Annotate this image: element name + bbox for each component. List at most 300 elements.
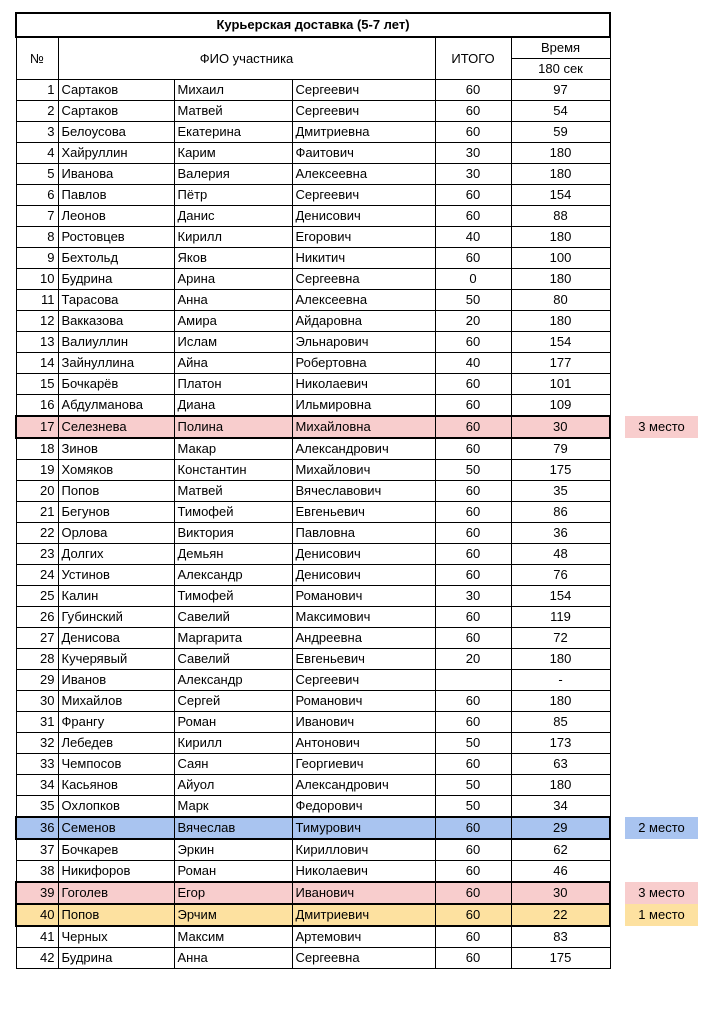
middle-name: Алексеевна [292,164,435,185]
time-value: 54 [511,101,610,122]
row-number: 26 [16,607,58,628]
table-row [16,733,610,754]
table-row [16,775,610,796]
total-score: 60 [435,248,511,269]
middle-name: Айдаровна [292,311,435,332]
row-number: 10 [16,269,58,290]
table-row [16,926,610,948]
last-name: Попов [58,481,174,502]
time-value: 180 [511,775,610,796]
first-name: Матвей [174,481,292,502]
total-score: 60 [435,565,511,586]
last-name: Иванова [58,164,174,185]
last-name: Франгу [58,712,174,733]
total-score: 60 [435,607,511,628]
last-name: Губинский [58,607,174,628]
last-name: Будрина [58,948,174,969]
time-value: 22 [511,904,610,926]
row-number: 11 [16,290,58,311]
last-name: Абдулманова [58,395,174,417]
first-name: Савелий [174,649,292,670]
first-name: Демьян [174,544,292,565]
time-value: 175 [511,948,610,969]
first-name: Михаил [174,80,292,101]
table-row [16,227,610,248]
header-total: ИТОГО [435,37,511,80]
total-score: 50 [435,796,511,818]
time-value: 173 [511,733,610,754]
first-name: Егор [174,882,292,904]
middle-name: Эльнарович [292,332,435,353]
row-number: 21 [16,502,58,523]
row-number: 39 [16,882,58,904]
total-score: 60 [435,502,511,523]
total-score: 60 [435,374,511,395]
last-name: Сартаков [58,80,174,101]
time-value: 180 [511,164,610,185]
row-number: 25 [16,586,58,607]
middle-name: Егорович [292,227,435,248]
time-value: 97 [511,80,610,101]
total-score: 60 [435,206,511,227]
total-score: 50 [435,775,511,796]
total-score: 0 [435,269,511,290]
row-number: 32 [16,733,58,754]
first-name: Данис [174,206,292,227]
total-score: 30 [435,143,511,164]
row-number: 22 [16,523,58,544]
last-name: Черных [58,926,174,948]
total-score: 60 [435,712,511,733]
total-score: 60 [435,839,511,861]
total-score: 60 [435,80,511,101]
total-score [435,670,511,691]
last-name: Орлова [58,523,174,544]
first-name: Арина [174,269,292,290]
last-name: Бехтольд [58,248,174,269]
table-row [16,523,610,544]
middle-name: Кириллович [292,839,435,861]
last-name: Денисова [58,628,174,649]
first-name: Константин [174,460,292,481]
middle-name: Николаевич [292,374,435,395]
table-body [16,80,610,969]
first-name: Саян [174,754,292,775]
table-row [16,101,610,122]
table-row [16,628,610,649]
time-value: 100 [511,248,610,269]
first-name: Валерия [174,164,292,185]
total-score: 60 [435,926,511,948]
total-score: 60 [435,122,511,143]
row-number: 29 [16,670,58,691]
first-name: Полина [174,416,292,438]
last-name: Ростовцев [58,227,174,248]
time-value: 29 [511,817,610,839]
time-value: - [511,670,610,691]
first-name: Тимофей [174,586,292,607]
table-row [16,80,610,101]
table-row [16,311,610,332]
middle-name: Сергеевна [292,948,435,969]
middle-name: Александрович [292,438,435,460]
total-score: 60 [435,628,511,649]
row-number: 13 [16,332,58,353]
last-name: Охлопков [58,796,174,818]
middle-name: Андреевна [292,628,435,649]
table-row [16,649,610,670]
total-score: 60 [435,185,511,206]
time-value: 154 [511,332,610,353]
row-number: 20 [16,481,58,502]
middle-name: Фаитович [292,143,435,164]
table-row [16,122,610,143]
table-row [16,185,610,206]
last-name: Белоусова [58,122,174,143]
time-value: 180 [511,311,610,332]
middle-name: Ильмировна [292,395,435,417]
row-number: 2 [16,101,58,122]
time-value: 35 [511,481,610,502]
total-score: 20 [435,649,511,670]
time-value: 46 [511,861,610,883]
header-time-limit: 180 сек [511,59,610,80]
first-name: Кирилл [174,733,292,754]
first-name: Кирилл [174,227,292,248]
row-number: 31 [16,712,58,733]
time-value: 109 [511,395,610,417]
last-name: Будрина [58,269,174,290]
middle-name: Сергеевич [292,185,435,206]
results-table [15,12,611,969]
first-name: Екатерина [174,122,292,143]
row-number: 41 [16,926,58,948]
middle-name: Евгеньевич [292,649,435,670]
time-value: 83 [511,926,610,948]
last-name: Никифоров [58,861,174,883]
row-number: 17 [16,416,58,438]
time-value: 30 [511,882,610,904]
row-number: 30 [16,691,58,712]
first-name: Тимофей [174,502,292,523]
time-value: 30 [511,416,610,438]
header-number: № [16,37,58,80]
first-name: Марк [174,796,292,818]
middle-name: Тимурович [292,817,435,839]
total-score: 60 [435,691,511,712]
table-row [16,691,610,712]
table-row [16,374,610,395]
row-number: 3 [16,122,58,143]
row-number: 37 [16,839,58,861]
time-value: 154 [511,185,610,206]
middle-name: Алексеевна [292,290,435,311]
first-name: Вячеслав [174,817,292,839]
middle-name: Никитич [292,248,435,269]
first-name: Савелий [174,607,292,628]
row-number: 23 [16,544,58,565]
middle-name: Денисович [292,544,435,565]
time-value: 85 [511,712,610,733]
time-value: 180 [511,143,610,164]
row-number: 36 [16,817,58,839]
middle-name: Максимович [292,607,435,628]
first-name: Матвей [174,101,292,122]
row-number: 4 [16,143,58,164]
total-score: 60 [435,481,511,502]
time-value: 88 [511,206,610,227]
middle-name: Александрович [292,775,435,796]
table-row [16,143,610,164]
last-name: Бочкарёв [58,374,174,395]
table-row [16,502,610,523]
row-number: 14 [16,353,58,374]
last-name: Вакказова [58,311,174,332]
middle-name: Сергеевич [292,80,435,101]
total-score: 60 [435,416,511,438]
last-name: Зинов [58,438,174,460]
total-score: 30 [435,164,511,185]
table-row [16,817,610,839]
total-score: 50 [435,290,511,311]
last-name: Чемпосов [58,754,174,775]
row-number: 7 [16,206,58,227]
total-score: 60 [435,948,511,969]
last-name: Бочкарев [58,839,174,861]
table-row [16,248,610,269]
row-number: 12 [16,311,58,332]
row-number: 6 [16,185,58,206]
middle-name: Георгиевич [292,754,435,775]
time-value: 180 [511,269,610,290]
last-name: Касьянов [58,775,174,796]
table-row [16,839,610,861]
first-name: Сергей [174,691,292,712]
middle-name: Сергеевич [292,101,435,122]
last-name: Иванов [58,670,174,691]
first-name: Роман [174,861,292,883]
row-number: 35 [16,796,58,818]
last-name: Тарасова [58,290,174,311]
middle-name: Дмитриевна [292,122,435,143]
row-number: 5 [16,164,58,185]
middle-name: Федорович [292,796,435,818]
total-score: 60 [435,523,511,544]
last-name: Павлов [58,185,174,206]
total-score: 60 [435,904,511,926]
first-name: Амира [174,311,292,332]
table-row [16,712,610,733]
table-row [16,206,610,227]
table-row [16,754,610,775]
middle-name: Денисович [292,565,435,586]
table-row [16,882,610,904]
middle-name: Артемович [292,926,435,948]
last-name: Сартаков [58,101,174,122]
last-name: Долгих [58,544,174,565]
middle-name: Николаевич [292,861,435,883]
first-name: Макар [174,438,292,460]
time-value: 180 [511,227,610,248]
last-name: Кучерявый [58,649,174,670]
total-score: 60 [435,101,511,122]
row-number: 15 [16,374,58,395]
row-number: 34 [16,775,58,796]
first-name: Александр [174,565,292,586]
time-value: 119 [511,607,610,628]
table-row [16,353,610,374]
table-row [16,670,610,691]
last-name: Валиуллин [58,332,174,353]
first-name: Анна [174,948,292,969]
time-value: 76 [511,565,610,586]
place-label: 3 место [625,882,698,904]
time-value: 180 [511,649,610,670]
time-value: 175 [511,460,610,481]
time-value: 48 [511,544,610,565]
time-value: 86 [511,502,610,523]
first-name: Роман [174,712,292,733]
first-name: Платон [174,374,292,395]
total-score: 60 [435,395,511,417]
time-value: 154 [511,586,610,607]
table-title: Курьерская доставка (5-7 лет) [16,13,610,37]
total-score: 60 [435,882,511,904]
middle-name: Павловна [292,523,435,544]
row-number: 27 [16,628,58,649]
first-name: Эркин [174,839,292,861]
first-name: Маргарита [174,628,292,649]
first-name: Анна [174,290,292,311]
row-number: 28 [16,649,58,670]
first-name: Виктория [174,523,292,544]
table-row [16,948,610,969]
table-row [16,269,610,290]
row-number: 1 [16,80,58,101]
middle-name: Сергеевич [292,670,435,691]
middle-name: Робертовна [292,353,435,374]
place-label: 3 место [625,416,698,438]
last-name: Хомяков [58,460,174,481]
table-row [16,544,610,565]
first-name: Пётр [174,185,292,206]
last-name: Леонов [58,206,174,227]
first-name: Эрчим [174,904,292,926]
table-row [16,164,610,185]
time-value: 79 [511,438,610,460]
middle-name: Евгеньевич [292,502,435,523]
total-score: 60 [435,817,511,839]
table-row [16,904,610,926]
first-name: Айна [174,353,292,374]
middle-name: Сергеевна [292,269,435,290]
row-number: 33 [16,754,58,775]
time-value: 80 [511,290,610,311]
table-row [16,586,610,607]
table-row [16,796,610,818]
time-value: 180 [511,691,610,712]
first-name: Александр [174,670,292,691]
first-name: Диана [174,395,292,417]
row-number: 8 [16,227,58,248]
place-label: 1 место [625,904,698,926]
last-name: Зайнуллина [58,353,174,374]
first-name: Максим [174,926,292,948]
time-value: 59 [511,122,610,143]
time-value: 72 [511,628,610,649]
last-name: Калин [58,586,174,607]
header-fio: ФИО участника [58,37,435,80]
total-score: 20 [435,311,511,332]
row-number: 19 [16,460,58,481]
time-value: 34 [511,796,610,818]
last-name: Попов [58,904,174,926]
table-row [16,460,610,481]
middle-name: Вячеславович [292,481,435,502]
middle-name: Дмитриевич [292,904,435,926]
row-number: 24 [16,565,58,586]
last-name: Гоголев [58,882,174,904]
table-row [16,332,610,353]
row-number: 16 [16,395,58,417]
table-row [16,290,610,311]
table-row [16,565,610,586]
table-row [16,438,610,460]
last-name: Селезнева [58,416,174,438]
row-number: 18 [16,438,58,460]
middle-name: Иванович [292,882,435,904]
total-score: 60 [435,754,511,775]
row-number: 42 [16,948,58,969]
results-sheet [15,12,685,969]
time-value: 62 [511,839,610,861]
first-name: Айуол [174,775,292,796]
last-name: Бегунов [58,502,174,523]
time-value: 36 [511,523,610,544]
table-row [16,861,610,883]
middle-name: Михайлович [292,460,435,481]
middle-name: Романович [292,586,435,607]
total-score: 40 [435,353,511,374]
total-score: 60 [435,438,511,460]
total-score: 60 [435,544,511,565]
middle-name: Денисович [292,206,435,227]
first-name: Яков [174,248,292,269]
row-number: 9 [16,248,58,269]
middle-name: Романович [292,691,435,712]
table-row [16,607,610,628]
total-score: 40 [435,227,511,248]
middle-name: Антонович [292,733,435,754]
last-name: Семенов [58,817,174,839]
middle-name: Михайловна [292,416,435,438]
place-label: 2 место [625,817,698,839]
last-name: Хайруллин [58,143,174,164]
time-value: 177 [511,353,610,374]
row-number: 40 [16,904,58,926]
first-name: Ислам [174,332,292,353]
time-value: 63 [511,754,610,775]
table-row [16,395,610,417]
last-name: Лебедев [58,733,174,754]
table-row [16,481,610,502]
last-name: Устинов [58,565,174,586]
middle-name: Иванович [292,712,435,733]
total-score: 30 [435,586,511,607]
row-number: 38 [16,861,58,883]
time-value: 101 [511,374,610,395]
total-score: 60 [435,332,511,353]
